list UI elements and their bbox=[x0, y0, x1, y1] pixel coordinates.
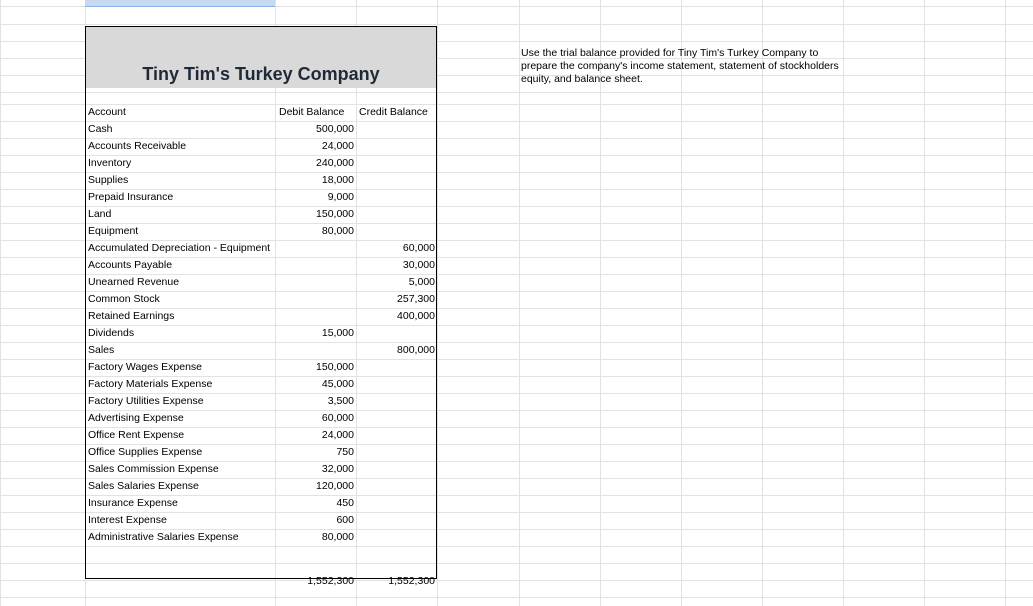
account-name[interactable]: Dividends bbox=[88, 327, 135, 339]
debit-value[interactable]: 500,000 bbox=[316, 123, 354, 135]
selected-cell[interactable] bbox=[85, 0, 275, 7]
debit-value[interactable]: 45,000 bbox=[321, 378, 354, 390]
account-name[interactable]: Sales Salaries Expense bbox=[88, 480, 199, 492]
header-credit-balance[interactable]: Credit Balance bbox=[359, 106, 428, 118]
account-name[interactable]: Sales Commission Expense bbox=[88, 463, 219, 475]
account-name[interactable]: Office Rent Expense bbox=[88, 429, 185, 441]
account-name[interactable]: Factory Materials Expense bbox=[88, 378, 213, 390]
debit-value[interactable]: 450 bbox=[336, 497, 354, 509]
account-name[interactable]: Administrative Salaries Expense bbox=[88, 531, 239, 543]
total-credit[interactable]: 1,552,300 bbox=[388, 575, 435, 587]
debit-value[interactable]: 750 bbox=[336, 446, 354, 458]
debit-value[interactable]: 15,000 bbox=[321, 327, 354, 339]
debit-value[interactable]: 240,000 bbox=[316, 157, 354, 169]
credit-value[interactable]: 257,300 bbox=[397, 293, 435, 305]
account-name[interactable]: Retained Earnings bbox=[88, 310, 175, 322]
debit-value[interactable]: 9,000 bbox=[327, 191, 354, 203]
account-name[interactable]: Land bbox=[88, 208, 112, 220]
instructions-note[interactable]: Use the trial balance provided for Tiny Tim's Turkey Company to prepare the company's income statement, statement of stockholders equity, and balance sheet. bbox=[521, 47, 839, 85]
account-name[interactable]: Factory Utilities Expense bbox=[88, 395, 204, 407]
debit-value[interactable]: 18,000 bbox=[321, 174, 354, 186]
credit-value[interactable]: 800,000 bbox=[397, 344, 435, 356]
debit-value[interactable]: 60,000 bbox=[321, 412, 354, 424]
account-name[interactable]: Accounts Receivable bbox=[88, 140, 187, 152]
account-name[interactable]: Accumulated Depreciation - Equipment bbox=[88, 242, 271, 254]
debit-value[interactable]: 120,000 bbox=[316, 480, 354, 492]
account-name[interactable]: Factory Wages Expense bbox=[88, 361, 202, 373]
account-name[interactable]: Inventory bbox=[88, 157, 132, 169]
account-name[interactable]: Common Stock bbox=[88, 293, 160, 305]
debit-value[interactable]: 150,000 bbox=[316, 361, 354, 373]
debit-value[interactable]: 150,000 bbox=[316, 208, 354, 220]
credit-value[interactable]: 400,000 bbox=[397, 310, 435, 322]
account-name[interactable]: Prepaid Insurance bbox=[88, 191, 174, 203]
account-name[interactable]: Accounts Payable bbox=[88, 259, 173, 271]
account-name[interactable]: Advertising Expense bbox=[88, 412, 184, 424]
header-account[interactable]: Account bbox=[88, 106, 126, 118]
header-debit-balance[interactable]: Debit Balance bbox=[279, 106, 345, 118]
debit-value[interactable]: 24,000 bbox=[321, 429, 354, 441]
account-name[interactable]: Insurance Expense bbox=[88, 497, 178, 509]
account-name[interactable]: Unearned Revenue bbox=[88, 276, 180, 288]
account-name[interactable]: Cash bbox=[88, 123, 113, 135]
credit-value[interactable]: 30,000 bbox=[402, 259, 435, 271]
debit-value[interactable]: 80,000 bbox=[321, 531, 354, 543]
credit-value[interactable]: 60,000 bbox=[402, 242, 435, 254]
account-name[interactable]: Supplies bbox=[88, 174, 129, 186]
debit-value[interactable]: 600 bbox=[336, 514, 354, 526]
debit-value[interactable]: 3,500 bbox=[327, 395, 354, 407]
total-debit[interactable]: 1,552,300 bbox=[307, 575, 354, 587]
debit-value[interactable]: 32,000 bbox=[321, 463, 354, 475]
account-name[interactable]: Sales bbox=[88, 344, 115, 356]
debit-value[interactable]: 80,000 bbox=[321, 225, 354, 237]
account-name[interactable]: Office Supplies Expense bbox=[88, 446, 203, 458]
page-title: Tiny Tim's Turkey Company bbox=[142, 64, 380, 84]
debit-value[interactable]: 24,000 bbox=[321, 140, 354, 152]
credit-value[interactable]: 5,000 bbox=[408, 276, 435, 288]
account-name[interactable]: Interest Expense bbox=[88, 514, 167, 526]
account-name[interactable]: Equipment bbox=[88, 225, 139, 237]
